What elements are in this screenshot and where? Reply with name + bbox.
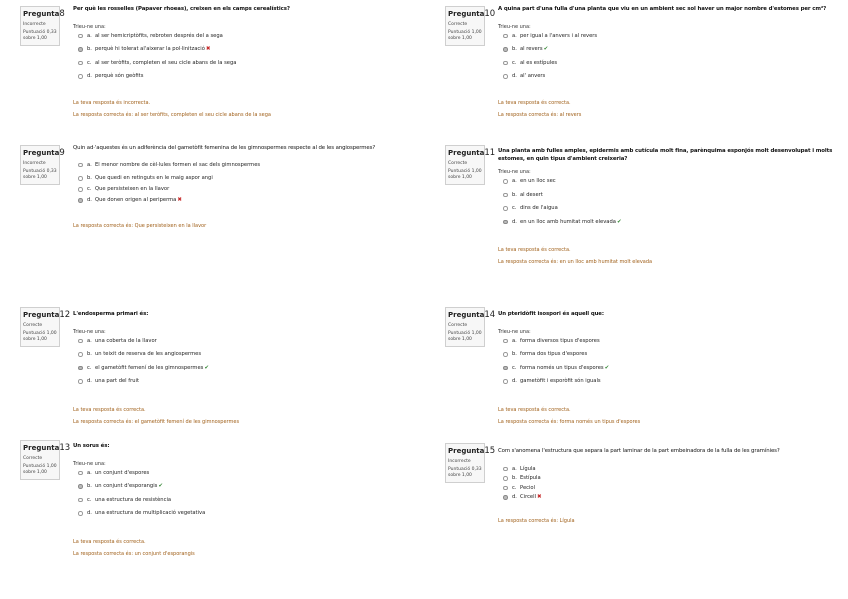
question-info	[20, 145, 65, 185]
question-text: Un pteridòfit isospori és aquell que:	[498, 311, 604, 317]
answer-option[interactable]: b. un teixit de reserva de les angiospermes	[73, 351, 395, 365]
radio-button[interactable]	[78, 339, 83, 344]
radio-button[interactable]	[503, 179, 508, 184]
right-answer-text: La resposta correcta és: el gametòfit femení de les gimnospermes	[73, 418, 240, 425]
correct-icon: ✔	[543, 46, 549, 52]
question-info	[445, 6, 496, 46]
radio-button[interactable]	[503, 339, 508, 344]
choose-one-prompt: Trieu-ne una:	[498, 328, 531, 335]
radio-button[interactable]	[503, 379, 508, 384]
question-number: Pregunta13	[23, 443, 71, 453]
feedback-text: La teva resposta és correcta.	[73, 538, 146, 545]
question-grade: Puntuació 1,00 sobre 1,00	[23, 331, 57, 342]
answer-option[interactable]: c. dins de l'aigua	[498, 205, 835, 219]
answer-option[interactable]: c. al es estípules	[498, 60, 835, 74]
radio-button[interactable]	[503, 220, 508, 225]
question-grade: Puntuació 0,33 sobre 1,00	[23, 30, 57, 41]
incorrect-icon: ✖	[205, 46, 211, 52]
radio-button[interactable]	[503, 47, 508, 52]
feedback-text: La teva resposta és correcta.	[498, 247, 571, 253]
radio-button[interactable]	[78, 484, 83, 489]
answer-option[interactable]: a. El menor nombre de cèl·lules formen el sac dels gimnospermes	[73, 162, 395, 176]
answer-option[interactable]: a. Lígula	[498, 466, 835, 476]
radio-button[interactable]	[78, 352, 83, 357]
answer-option[interactable]: a. un conjunt d'espores	[73, 470, 395, 484]
radio-button[interactable]	[78, 366, 83, 371]
correct-icon: ✔	[604, 364, 610, 371]
question-info	[20, 6, 65, 46]
right-answer-text: La resposta correcta és: al revers	[498, 111, 582, 118]
radio-button[interactable]	[78, 47, 83, 52]
question-number: Pregunta10	[448, 9, 496, 19]
question-text: Com s'anomena l'estructura que separa la part laminar de la part embeinadora de la fulla de les gramínies?	[498, 448, 780, 454]
question-state: Incorrecte	[23, 22, 46, 27]
answer-option[interactable]: b. perquè hi tolerat al'aixerar la pol·linització✖	[73, 46, 395, 60]
answer-option[interactable]: c. al ser teròfits, completen el seu cicle abans de la sega	[73, 60, 395, 74]
question-state: Correcte	[448, 22, 468, 27]
radio-button[interactable]	[78, 471, 83, 476]
answer-option[interactable]: c. Que persisteixen en la llavor	[73, 186, 395, 197]
radio-button[interactable]	[503, 352, 508, 357]
question-number: Pregunta11	[448, 148, 496, 158]
question-info	[20, 307, 71, 347]
radio-button[interactable]	[78, 163, 83, 168]
answer-option[interactable]: d. Que donen origen al periperma✖	[73, 197, 395, 211]
choose-one-prompt: Trieu-ne una:	[73, 328, 106, 335]
question-text: Quin ad·'aquestes és un adiferència del gametòfit femenina de les gimnospermes respecte al de les angiospermes?	[73, 145, 376, 151]
radio-button[interactable]	[78, 511, 83, 516]
question-state: Incorrecte	[448, 459, 471, 464]
question-text: Per què les rosselles (Papaver rhoeas), creixen en els camps cerealístics?	[73, 6, 290, 12]
question-grade: Puntuació 0,33 sobre 1,00	[23, 169, 57, 180]
question-grade: Puntuació 0,33 sobre 1,00	[448, 467, 482, 478]
feedback-text: La teva resposta és correcta.	[73, 406, 146, 413]
right-answer-text: La resposta correcta és: en un lloc amb humitat molt elevada	[498, 259, 653, 265]
choose-one-prompt: Trieu-ne una:	[73, 23, 106, 30]
right-answer-text: La resposta correcta és: un conjunt d'esporangis	[73, 550, 195, 557]
incorrect-icon: ✖	[537, 494, 542, 500]
answer-option[interactable]: d. al' anvers	[498, 73, 835, 87]
radio-button[interactable]	[78, 61, 83, 66]
correct-icon: ✔	[158, 483, 163, 489]
answer-option[interactable]: d. gametòfit i esporòfit són iguals	[498, 378, 835, 392]
answer-option[interactable]: a. al ser hemicriptòfits, rebroten després del a sega	[73, 33, 395, 47]
question-number: Pregunta15	[448, 446, 496, 456]
answer-option[interactable]: a. en un lloc sec	[498, 178, 835, 192]
feedback-text: La teva resposta és correcta.	[498, 406, 571, 413]
question-grade: Puntuació 1,00 sobre 1,00	[448, 331, 482, 342]
answer-option[interactable]: c. una estructura de resistència	[73, 497, 395, 511]
radio-button[interactable]	[503, 366, 508, 371]
question-grade: Puntuació 1,00 sobre 1,00	[448, 169, 482, 180]
radio-button[interactable]	[78, 498, 83, 503]
radio-button[interactable]	[503, 486, 508, 491]
question-grade: Puntuació 1,00 sobre 1,00	[23, 464, 57, 475]
choose-one-prompt: Trieu-ne una:	[498, 169, 531, 175]
question-state: Correcte	[448, 161, 468, 166]
radio-button[interactable]	[503, 34, 508, 39]
answer-option[interactable]: b. al revers✔	[498, 46, 835, 60]
right-answer-text: La resposta correcta és: al ser teròfits, completen el seu cicle abans de la sega	[73, 111, 271, 118]
radio-button[interactable]	[78, 34, 83, 39]
right-answer-text: La resposta correcta és: forma només un tipus d'espores	[498, 418, 641, 425]
question-info	[445, 145, 496, 185]
question-text: Un sorus és:	[73, 443, 110, 449]
radio-button[interactable]	[78, 198, 83, 203]
question-number: Pregunta9	[23, 148, 65, 158]
answer-option[interactable]: b. Estípula	[498, 475, 835, 485]
question-info	[445, 307, 496, 347]
choose-one-prompt: Trieu-ne una:	[498, 23, 531, 30]
right-answer-text: La resposta correcta és: Que persisteixen en la llavor	[73, 222, 207, 229]
question-number: Pregunta14	[448, 310, 496, 320]
question-info	[445, 443, 496, 483]
radio-button[interactable]	[503, 193, 508, 198]
answer-option[interactable]: a. una coberta de la llavor	[73, 338, 395, 352]
correct-icon: ✔	[616, 218, 622, 225]
choose-one-prompt: Trieu-ne una:	[73, 460, 106, 467]
answer-option[interactable]: b. Que quedi en retinguts en le maig aspor angi	[73, 175, 395, 186]
answer-option[interactable]: a. per igual a l'anvers i al revers	[498, 33, 835, 47]
radio-button[interactable]	[78, 379, 83, 384]
radio-button[interactable]	[78, 176, 83, 181]
answer-option[interactable]: b. al desert	[498, 192, 835, 206]
radio-button[interactable]	[503, 467, 508, 472]
question-state: Incorrecte	[23, 161, 46, 166]
question-state: Correcte	[23, 456, 43, 461]
answer-option[interactable]: c. forma només un tipus d'espores✔	[498, 365, 835, 379]
right-answer-text: La resposta correcta és: Lígula	[498, 517, 575, 524]
answer-option[interactable]: c. el gametòfit femení de les gimnospermes✔	[73, 365, 395, 379]
question-number: Pregunta8	[23, 9, 65, 19]
feedback-text: La teva resposta és incorrecta.	[73, 99, 151, 106]
correct-icon: ✔	[204, 364, 209, 371]
question-text: Una planta amb fulles amples, epidermis amb cutícula molt fina, parènquima esponjós molt desenvolupat i molts estomes, en quin tipus d'ambient creixeria?	[498, 148, 833, 162]
radio-button[interactable]	[503, 206, 508, 211]
radio-button[interactable]	[78, 187, 83, 192]
answer-option[interactable]: a. forma diversos tipus d'espores	[498, 338, 835, 352]
incorrect-icon: ✖	[177, 197, 182, 203]
radio-button[interactable]	[503, 74, 508, 79]
question-text: L'endosperma primari és:	[73, 311, 149, 317]
feedback-text: La teva resposta és correcta.	[498, 99, 571, 106]
radio-button[interactable]	[503, 476, 508, 481]
answer-option[interactable]: b. un conjunt d'esporangis✔	[73, 483, 395, 497]
question-grade: Puntuació 1,00 sobre 1,00	[448, 30, 482, 41]
question-info	[20, 440, 71, 480]
answer-option[interactable]: b. forma dos tipus d'espores	[498, 351, 835, 365]
radio-button[interactable]	[503, 495, 508, 500]
answer-option[interactable]: d. una part del fruit	[73, 378, 395, 392]
question-number: Pregunta12	[23, 310, 71, 320]
answer-option[interactable]: d. perquè són geòfits	[73, 73, 395, 87]
question-state: Correcte	[23, 323, 43, 328]
answer-option[interactable]: d. en un lloc amb humitat molt elevada✔	[498, 219, 835, 233]
answer-option[interactable]: c. Peciol	[498, 485, 835, 495]
radio-button[interactable]	[78, 74, 83, 79]
answer-option[interactable]: d. una estructura de multiplicació vegetativa	[73, 510, 395, 524]
question-state: Correcte	[448, 323, 468, 328]
answer-option[interactable]: d. Circell✖	[498, 494, 835, 504]
radio-button[interactable]	[503, 61, 508, 66]
question-text: A quina part d'una fulla d'una planta que viu en un ambient sec sol haver un major nombre d'estomes per cm²?	[498, 6, 827, 12]
